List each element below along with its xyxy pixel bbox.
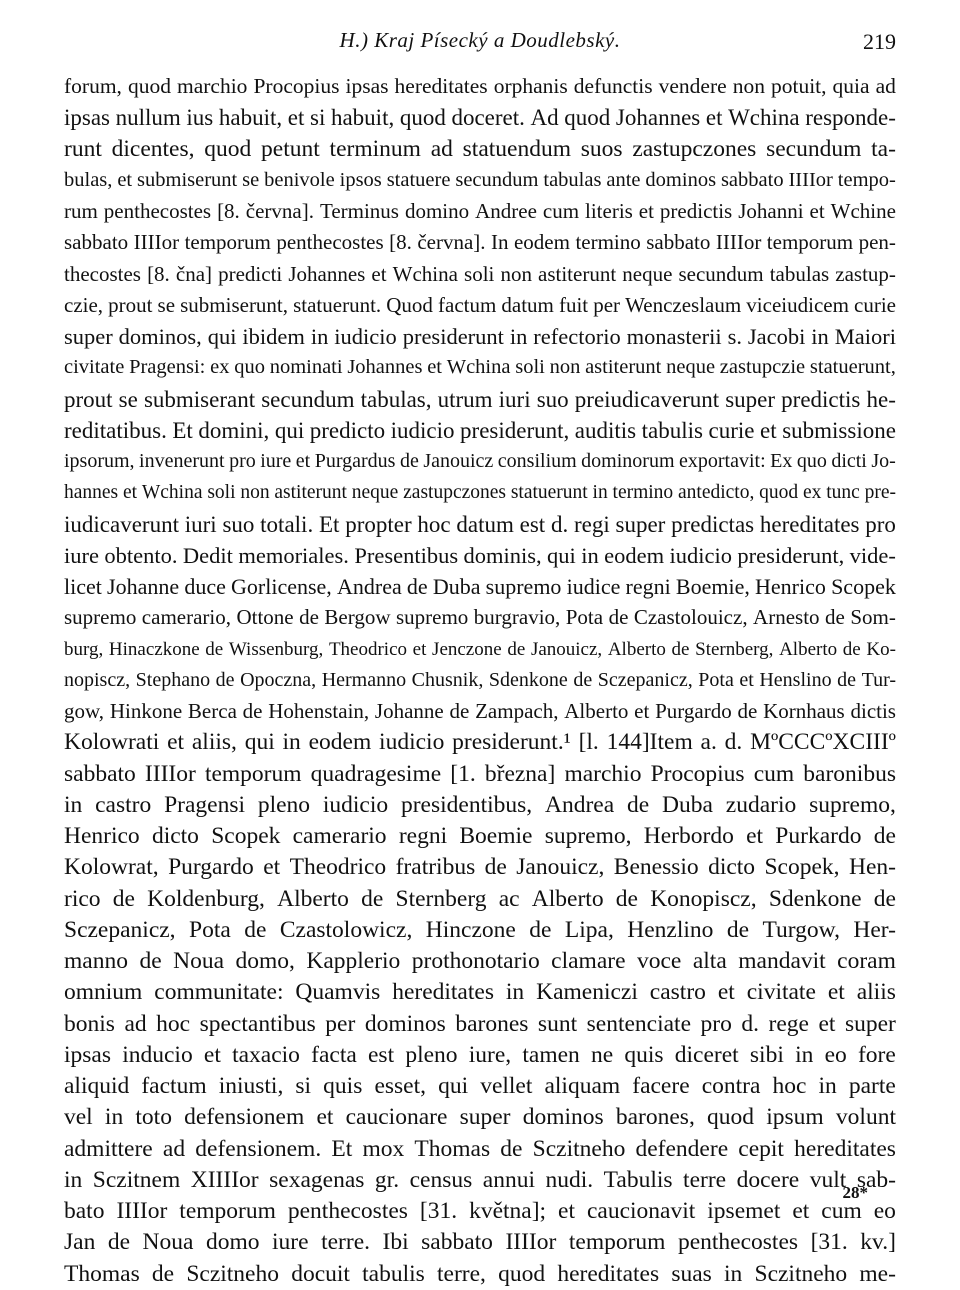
body-text [64, 71, 896, 1290]
text-line: aliquid factum iniusti, si quis esset, qui vellet aliquam facere contra hoc in parte [64, 1073, 896, 1099]
text-line: admittere ad defensionem. Et mox Thomas de Sczitneho defendere cepit hereditates [64, 1135, 896, 1162]
page-number: 219 [863, 29, 896, 54]
text-line: manno de Noua domo, Kapplerio prothonotario clamare voce alta mandavit coram [64, 948, 896, 974]
text-line: forum, quod marchio Procopius ipsas hereditates orphanis defunctis vendere non potuit, quia ad [64, 74, 896, 98]
text-line: iure obtento. Dedit memoriales. Presentibus dominis, qui in eodem iudicio presiderunt, vide- [64, 542, 896, 568]
text-line: supremo camerario, Ottone de Bergow supremo burgravio, Pota de Czastolouicz, Arnesto de Som- [64, 605, 896, 630]
text-line: burg, Hinaczkone de Wissenburg, Theodrico et Jenczone de Janouicz, Alberto de Sternberg, Alberto de Ko- [64, 638, 896, 660]
text-line: vel in toto defensionem et caucionare super dominos barones, quod ipsum volunt [64, 1104, 896, 1131]
text-line: sabbato IIIIor temporum penthecostes [8. června]. In eodem termino sabbato IIIIor temporum pen- [64, 230, 896, 255]
text-line: thecostes [8. čna] predicti Johannes et Wchina soli non astiterunt neque secundum tabulas zastup- [64, 261, 896, 286]
text-line: rum penthecostes [8. června]. Terminus domino Andree cum literis et predictis Johanni et Wchine [64, 199, 896, 223]
text-line: ipsorum, invenerunt pro iure et Purgardus de Janouicz consilium dominorum exportavit: Ex quo dicti Jo- [64, 450, 896, 472]
running-title: H.) Kraj Písecký a Doudlebský. [339, 28, 621, 52]
text-line: sabbato IIIIor temporum quadragesime [1. března] marchio Procopius cum baronibus [64, 760, 896, 787]
text-line: bato IIIIor temporum penthecostes [31. května]; et caucionavit ipsemet et cum eo [64, 1198, 896, 1224]
text-line: czie, prout se submiserunt, statuerunt. Quod factum datum fuit per Wenczeslaum viceiudicem curie [64, 292, 896, 317]
text-line: hannes et Wchina soli non astiterunt neque zastupczones statuerunt in termino antedicto, quod ex tunc pre- [64, 482, 896, 504]
text-line: super dominos, qui ibidem in iudicio presiderunt in refectorio monasterii s. Jacobi in Maiori [64, 324, 896, 349]
running-head [64, 28, 896, 58]
text-line: in Sczitnem XIIIIor sexagenas gr. census annui nudi. Tabulis terre docere vult sab- [64, 1166, 896, 1193]
text-line: ipsas inducio et taxacio facta est pleno iure, tamen ne quis diceret sibi in eo fore [64, 1041, 896, 1068]
signature-mark: 28* [842, 1183, 868, 1202]
text-line: omnium communitate: Quamvis hereditates in Kameniczi castro et civitate et aliis [64, 979, 896, 1006]
text-line: Henrico dicto Scopek camerario regni Boemie supremo, Herbordo et Purkardo de [64, 823, 896, 849]
text-line: ipsas nullum ius habuit, et si habuit, quod doceret. Ad quod Johannes et Wchina responde- [64, 105, 896, 131]
text-line: civitate Pragensi: ex quo nominati Johannes et Wchina soli non astiterunt neque zastupczie statuerunt, [64, 356, 896, 379]
text-line: in castro Pragensi pleno iudicio presidentibus, Andrea de Duba zudario supremo, [64, 791, 896, 818]
text-line: licet Johanne duce Gorlicense, Andrea de Duba supremo iudice regni Boemie, Henrico Scopek [64, 574, 896, 599]
text-line: prout se submiserant secundum tabulas, utrum iuri suo preiudicaverunt super predictis he- [64, 386, 896, 412]
text-line: runt dicentes, quod petunt terminum ad statuendum suos zastupczones secundum ta- [64, 135, 896, 162]
text-line: rico de Koldenburg, Alberto de Sternberg ac Alberto de Konopiscz, Sdenkone de [64, 885, 896, 912]
text-line: Jan de Noua domo iure terre. Ibi sabbato IIIIor temporum penthecostes [31. kv.] [64, 1229, 896, 1256]
text-line: reditatibus. Et domini, qui predicto iudicio presiderunt, auditis tabulis curie et submissione [64, 417, 896, 443]
text-line: iudicaverunt iuri suo totali. Et propter hoc datum est d. regi super predictas hereditates pro [64, 511, 896, 537]
text-line: nopiscz, Stephano de Opoczna, Hermanno Chusnik, Sdenkone de Sczepanicz, Pota et Henslino de Tur- [64, 668, 896, 691]
text-line: Kolowrat, Purgardo et Theodrico fratribus de Janouicz, Benessio dicto Scopek, Hen- [64, 854, 896, 881]
text-line: Thomas de Sczitneho docuit tabulis terre, quod hereditates suas in Sczitneho me- [64, 1260, 896, 1287]
text-line: Kolowrati et aliis, qui in eodem iudicio presiderunt.¹ [l. 144]Item a. d. MºCCCºXCIIIº [64, 729, 896, 756]
text-line: gow, Hinkone Berca de Hohenstain, Johanne de Zampach, Alberto et Purgardo de Kornhaus dictis [64, 699, 896, 723]
text-line: Sczepanicz, Pota de Czastolowicz, Hinczone de Lipa, Henzlino de Turgow, Her- [64, 916, 896, 943]
text-line: bonis ad hoc spectantibus per dominos barones sunt sentenciate pro d. rege et super [64, 1010, 896, 1037]
text-line: bulas, et submiserunt se benivole ipsos statuere secundum tabulas ante dominos sabbato IIIIor tempo- [64, 168, 896, 191]
